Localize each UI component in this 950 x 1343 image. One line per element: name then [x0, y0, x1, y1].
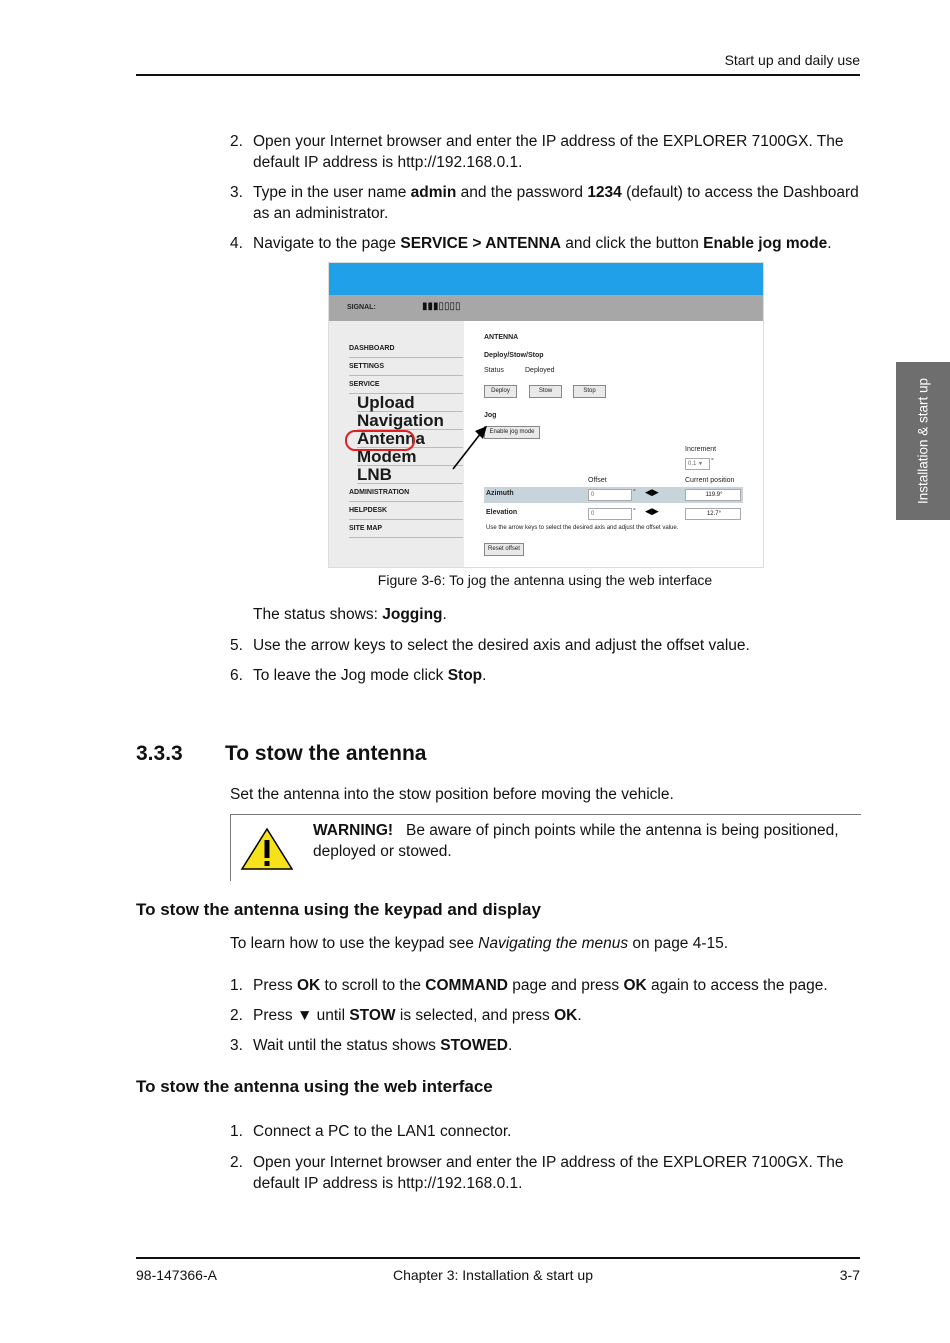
nav-item-navigation[interactable]: Navigation [357, 412, 463, 430]
nav-item-dashboard[interactable]: DASHBOARD [349, 340, 463, 358]
status-label: Status [484, 367, 504, 374]
list-text: Type in the user name admin and the password 1234 (default) to access the Dashboard as an administrator. [253, 184, 859, 222]
arrow-keys-hint: Use the arrow keys to select the desired axis and adjust the offset value. [486, 525, 679, 531]
list-item [230, 1005, 860, 1026]
stop-button[interactable]: Stop [573, 385, 606, 398]
elevation-current-value: 12.7° [685, 508, 741, 520]
warning-message: Be aware of pinch points while the antenna is being positioned, deployed or stowed. [313, 822, 839, 860]
signal-label: SIGNAL: [347, 304, 376, 311]
list-text: Wait until the status shows STOWED. [253, 1037, 513, 1054]
offset-label: Offset [588, 477, 607, 484]
list-text: Open your Internet browser and enter the IP address of the EXPLORER 7100GX. The default IP address is http://192.168.0.1. [253, 133, 844, 171]
footer-chapter: Chapter 3: Installation & start up [393, 1267, 593, 1283]
azimuth-offset-unit: ° [633, 489, 636, 496]
increment-select[interactable] [685, 458, 710, 470]
list-item [230, 1035, 860, 1056]
list-number: 2. [230, 133, 243, 150]
list-text: Open your Internet browser and enter the IP address of the EXPLORER 7100GX. The default IP address is http://192.168.0.1. [253, 1154, 844, 1192]
chapter-side-tab [896, 362, 950, 520]
azimuth-current-value: 119.9° [685, 489, 741, 501]
current-position-label: Current position [685, 477, 735, 484]
list-number: 3. [230, 184, 243, 201]
side-tab-label: Installation & start up [915, 377, 931, 505]
increment-value: 0.1 [688, 461, 697, 467]
list-number: 3. [230, 1037, 243, 1054]
antenna-heading: ANTENNA [484, 334, 519, 341]
list-item [230, 182, 860, 224]
status-line: The status shows: Jogging. [253, 606, 447, 623]
section-heading [136, 742, 636, 770]
list-number: 1. [230, 977, 243, 994]
increment-unit: ° [711, 458, 714, 465]
antenna-highlight-circle [345, 430, 415, 451]
section-number: 3.3.3 [136, 742, 183, 765]
nav-item-antenna[interactable]: Antenna [357, 430, 463, 448]
list-text: Press OK to scroll to the COMMAND page and press OK again to access the page. [253, 977, 828, 994]
deploy-heading: Deploy/Stow/Stop [484, 352, 544, 359]
signal-bar [329, 295, 763, 321]
list-item [230, 233, 860, 254]
list-text: Navigate to the page SERVICE > ANTENNA and click the button Enable jog mode. [253, 235, 832, 252]
warning-triangle-icon [240, 827, 294, 871]
nav-item-helpdesk[interactable]: HELPDESK [349, 502, 463, 520]
elevation-offset-unit: ° [633, 508, 636, 515]
nav-item-service[interactable]: SERVICE [349, 376, 463, 394]
subheading-keypad: To stow the antenna using the keypad and display [136, 900, 541, 919]
status-value: Deployed [525, 367, 555, 374]
nav-item-administration[interactable]: ADMINISTRATION [349, 484, 463, 502]
reset-offset-button[interactable]: Reset offset [484, 543, 524, 556]
page-header [136, 52, 860, 76]
azimuth-offset-input[interactable]: 0 [588, 489, 632, 501]
list-item [230, 635, 860, 656]
increment-label: Increment [685, 446, 717, 453]
list-item [230, 1121, 860, 1142]
nav-item-modem[interactable]: Modem [357, 448, 463, 466]
list-number: 2. [230, 1154, 243, 1171]
signal-strength-icon: ▮▮▮▯▯▯▯ [422, 301, 461, 312]
enable-jog-button[interactable]: Enable jog mode [484, 426, 540, 439]
page-footer [136, 1257, 860, 1289]
nav-item-settings[interactable]: SETTINGS [349, 358, 463, 376]
nav-item-lnb[interactable]: LNB [357, 466, 463, 484]
warning-box [230, 814, 861, 881]
azimuth-label: Azimuth [486, 490, 514, 497]
chevron-down-icon: ▼ [698, 461, 703, 467]
list-number: 1. [230, 1123, 243, 1140]
section-title: To stow the antenna [225, 742, 427, 765]
list-item [230, 1152, 860, 1194]
elevation-label: Elevation [486, 509, 518, 516]
figure-caption: Figure 3-6: To jog the antenna using the web interface [377, 572, 713, 588]
list-item [230, 131, 860, 173]
list-number: 2. [230, 1007, 243, 1024]
list-number: 4. [230, 235, 243, 252]
list-number: 6. [230, 667, 243, 684]
web-top-banner [329, 263, 763, 295]
footer-page-number: 3-7 [839, 1267, 860, 1283]
keypad-intro: To learn how to use the keypad see Navigating the menus on page 4-15. [230, 935, 729, 952]
footer-doc-number: 98-147366-A [136, 1267, 217, 1283]
warning-text [313, 820, 858, 862]
nav-item-site-map[interactable]: SITE MAP [349, 520, 463, 538]
elevation-arrow-keys-icon[interactable]: ◀▶ [645, 506, 659, 516]
list-text: To leave the Jog mode click Stop. [253, 667, 487, 684]
list-text: Press ▼ until STOW is selected, and press OK. [253, 1007, 582, 1024]
header-title: Start up and daily use [724, 52, 860, 68]
list-item [230, 665, 860, 686]
azimuth-arrow-keys-icon[interactable]: ◀▶ [645, 487, 659, 497]
nav-item-upload[interactable]: Upload [357, 394, 463, 412]
pointer-arrow-icon [447, 423, 492, 473]
list-text: Connect a PC to the LAN1 connector. [253, 1123, 512, 1140]
list-number: 5. [230, 637, 243, 654]
jog-heading: Jog [484, 412, 497, 419]
list-text: Use the arrow keys to select the desired axis and adjust the offset value. [253, 637, 750, 654]
stow-button[interactable]: Stow [529, 385, 562, 398]
section-intro: Set the antenna into the stow position before moving the vehicle. [230, 786, 674, 803]
figure-web-interface [328, 262, 764, 568]
list-item [230, 975, 860, 996]
deploy-button[interactable]: Deploy [484, 385, 517, 398]
warning-label: WARNING! [313, 822, 394, 839]
subheading-web: To stow the antenna using the web interface [136, 1077, 493, 1096]
elevation-offset-input[interactable]: 0 [588, 508, 632, 520]
